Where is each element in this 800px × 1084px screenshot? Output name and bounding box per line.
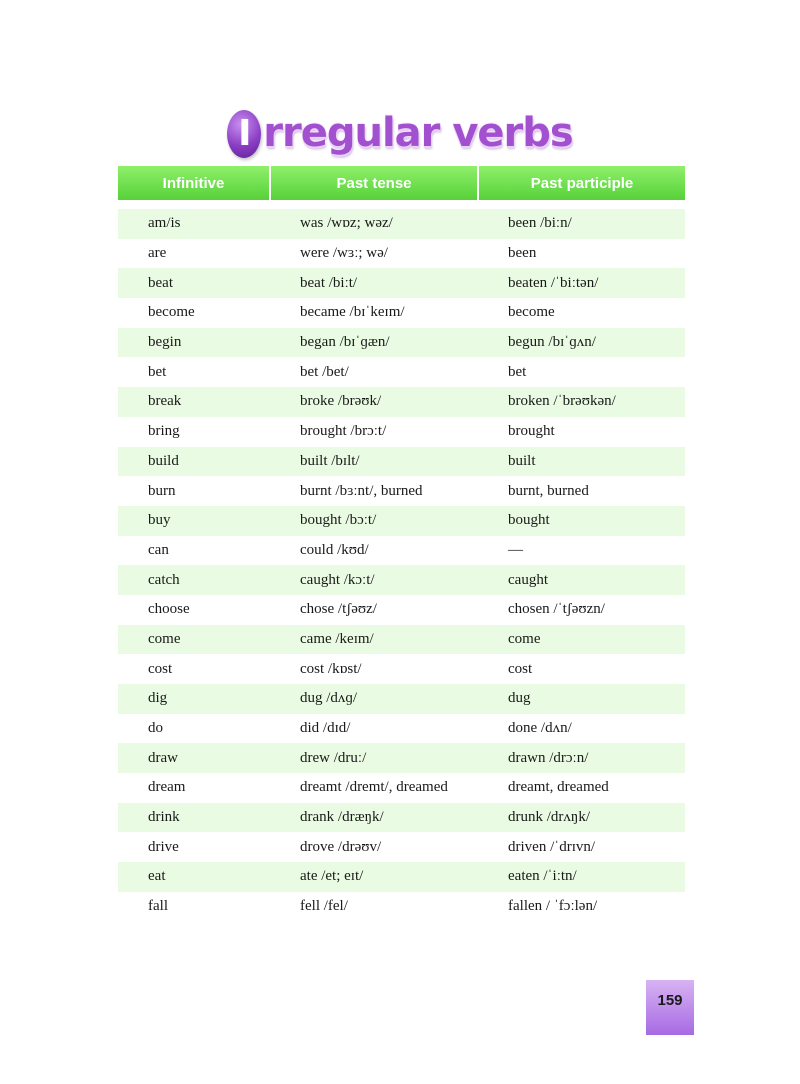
cell-past-participle: done /dʌn/ — [508, 720, 572, 737]
cell-past-tense: built /bɪlt/ — [300, 452, 360, 469]
cell-past-tense: became /bɪˈkeɪm/ — [300, 304, 405, 321]
cell-infinitive: drink — [148, 809, 180, 826]
cell-past-participle: caught — [508, 571, 548, 588]
table-row — [118, 773, 685, 803]
table-row — [118, 803, 685, 833]
cell-infinitive: cost — [148, 660, 173, 677]
cell-past-tense: chose /tʃəʊz/ — [300, 601, 377, 618]
table-header — [118, 166, 685, 200]
table-row — [118, 595, 685, 625]
cell-past-participle: — — [508, 541, 523, 558]
cell-infinitive: dream — [148, 779, 186, 796]
header-past-participle: Past participle — [477, 166, 685, 200]
cell-infinitive: eat — [148, 868, 166, 885]
cell-infinitive: drive — [148, 838, 179, 855]
table-row — [118, 565, 685, 595]
cell-infinitive: draw — [148, 749, 178, 766]
table-row — [118, 239, 685, 269]
table-row — [118, 268, 685, 298]
table-row — [118, 862, 685, 892]
page-title-container — [0, 100, 800, 164]
cell-past-tense: cost /kɒst/ — [300, 660, 362, 677]
table-row — [118, 417, 685, 447]
cell-past-participle: drunk /drʌŋk/ — [508, 809, 590, 826]
table-row — [118, 387, 685, 417]
table-row — [118, 625, 685, 655]
cell-past-participle: brought — [508, 423, 555, 440]
title-text: rregular verbs — [263, 110, 573, 156]
cell-past-tense: were /wɜː; wə/ — [300, 245, 388, 262]
table-row — [118, 536, 685, 566]
cell-infinitive: bring — [148, 423, 180, 440]
cell-past-participle: beaten /ˈbiːtən/ — [508, 274, 599, 291]
cell-past-tense: drove /drəʊv/ — [300, 838, 382, 855]
cell-past-participle: dreamt, dreamed — [508, 779, 609, 796]
cell-past-tense: bet /bet/ — [300, 363, 349, 380]
cell-infinitive: dig — [148, 690, 168, 707]
cell-past-participle: been /biːn/ — [508, 215, 572, 232]
cell-past-participle: come — [508, 630, 541, 647]
cell-past-tense: caught /kɔːt/ — [300, 571, 375, 588]
cell-past-tense: ate /et; eɪt/ — [300, 868, 364, 885]
cell-past-participle: dug — [508, 690, 531, 707]
cell-infinitive: become — [148, 304, 195, 321]
cell-past-participle: driven /ˈdrɪvn/ — [508, 838, 596, 855]
cell-past-tense: burnt /bɜːnt/, burned — [300, 482, 423, 499]
cell-past-tense: broke /brəʊk/ — [300, 393, 382, 410]
cell-past-tense: fell /fel/ — [300, 898, 348, 915]
cell-infinitive: build — [148, 452, 179, 469]
cell-past-tense: dug /dʌɡ/ — [300, 690, 358, 707]
table-row — [118, 832, 685, 862]
header-past-tense: Past tense — [269, 166, 477, 200]
page-title — [227, 108, 572, 156]
cell-infinitive: are — [148, 245, 167, 262]
cell-infinitive: catch — [148, 571, 180, 588]
table-row — [118, 447, 685, 477]
table-row — [118, 209, 685, 239]
table-row — [118, 654, 685, 684]
cell-infinitive: burn — [148, 482, 176, 499]
cell-past-tense: brought /brɔːt/ — [300, 423, 387, 440]
cell-past-participle: been — [508, 245, 537, 262]
cell-past-tense: could /kʊd/ — [300, 541, 369, 558]
cell-past-participle: eaten /ˈiːtn/ — [508, 868, 577, 885]
page-number: 159 — [646, 980, 694, 1035]
irregular-verbs-table — [118, 166, 685, 922]
cell-past-tense: began /bɪˈɡæn/ — [300, 334, 390, 351]
cell-infinitive: fall — [148, 898, 168, 915]
table-row — [118, 892, 685, 922]
cell-infinitive: break — [148, 393, 182, 410]
header-spacer — [118, 200, 685, 209]
cell-past-participle: built — [508, 452, 536, 469]
table-body — [118, 209, 685, 922]
table-row — [118, 684, 685, 714]
cell-past-participle: become — [508, 304, 555, 321]
cell-past-tense: drank /dræŋk/ — [300, 809, 384, 826]
cell-infinitive: am/is — [148, 215, 181, 232]
table-row — [118, 743, 685, 773]
cell-past-participle: drawn /drɔːn/ — [508, 749, 589, 766]
cell-past-tense: did /dɪd/ — [300, 720, 351, 737]
cell-past-participle: begun /bɪˈɡʌn/ — [508, 334, 596, 351]
cell-infinitive: beat — [148, 274, 173, 291]
title-initial-badge — [227, 110, 261, 158]
cell-infinitive: begin — [148, 334, 182, 351]
cell-past-participle: broken /ˈbrəʊkən/ — [508, 393, 616, 410]
cell-past-participle: bought — [508, 512, 550, 529]
title-initial-letter: I — [238, 113, 251, 154]
cell-infinitive: come — [148, 630, 181, 647]
cell-past-participle: cost — [508, 660, 533, 677]
cell-infinitive: buy — [148, 512, 171, 529]
cell-past-tense: beat /biːt/ — [300, 274, 358, 291]
table-row — [118, 506, 685, 536]
cell-infinitive: bet — [148, 363, 167, 380]
cell-past-tense: bought /bɔːt/ — [300, 512, 377, 529]
table-row — [118, 298, 685, 328]
table-row — [118, 328, 685, 358]
table-row — [118, 357, 685, 387]
cell-past-participle: chosen /ˈtʃəʊzn/ — [508, 601, 605, 618]
cell-infinitive: choose — [148, 601, 190, 618]
cell-infinitive: can — [148, 541, 169, 558]
cell-past-participle: bet — [508, 363, 527, 380]
cell-infinitive: do — [148, 720, 163, 737]
cell-past-tense: dreamt /dremt/, dreamed — [300, 779, 448, 796]
cell-past-participle: fallen / ˈfɔːlən/ — [508, 898, 598, 915]
cell-past-tense: came /keɪm/ — [300, 630, 374, 647]
cell-past-tense: was /wɒz; wəz/ — [300, 215, 393, 232]
cell-past-participle: burnt, burned — [508, 482, 589, 499]
cell-past-tense: drew /druː/ — [300, 749, 367, 766]
table-row — [118, 714, 685, 744]
header-infinitive: Infinitive — [162, 174, 225, 192]
table-row — [118, 476, 685, 506]
